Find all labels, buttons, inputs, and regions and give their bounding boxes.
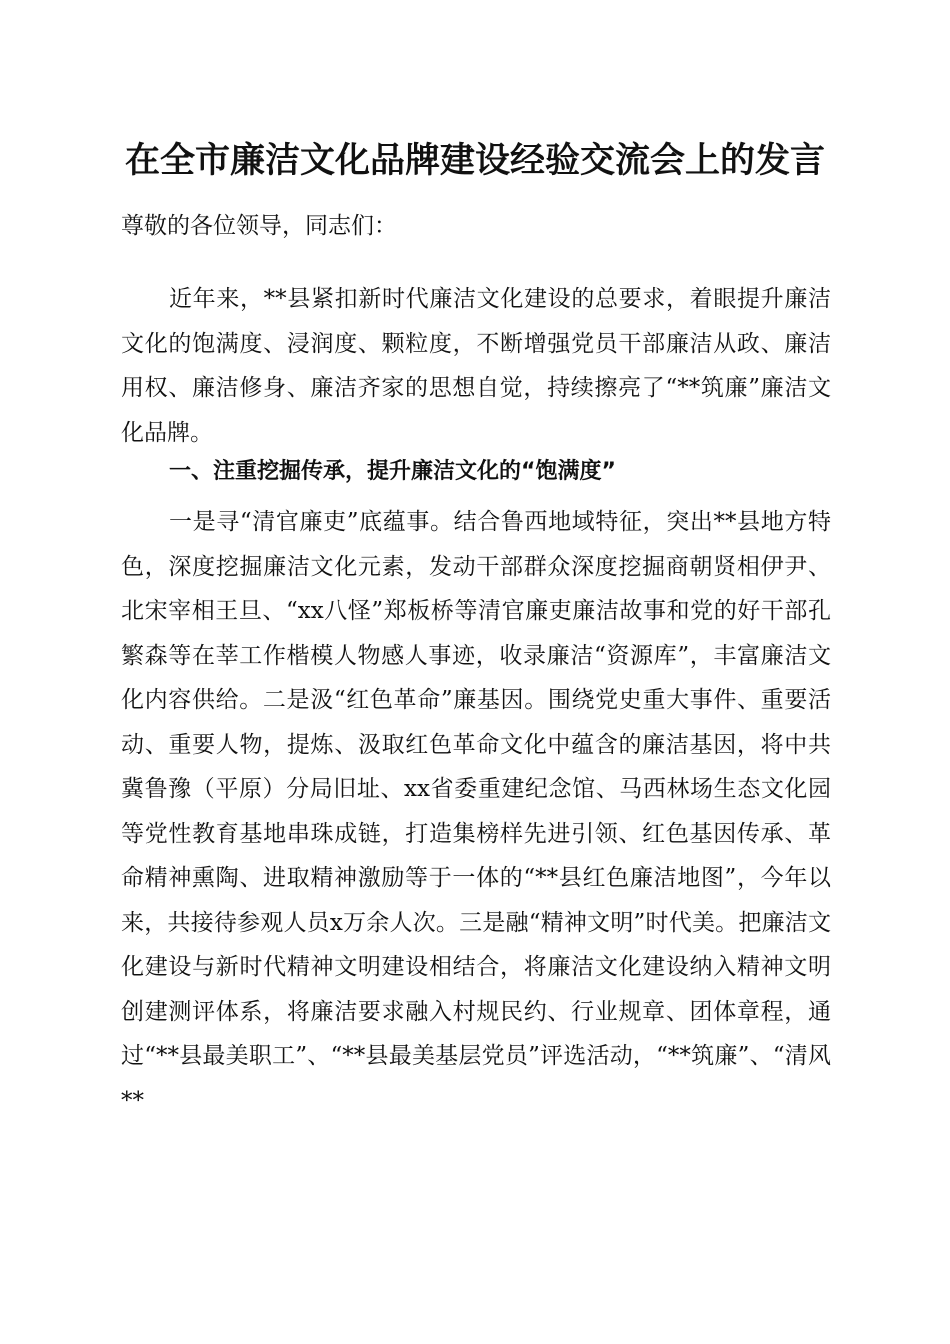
section-paragraph: 一是寻“清官廉吏”底蕴事。结合鲁西地域特征，突出**县地方特色，深度挖掘廉洁文化元素，发动干部群众深度挖掘商朝贤相伊尹、北宋宰相王旦、“xx八怪”郑板桥等清官廉吏廉洁故事和党的好干部孔繁森等在莘工作楷模人物感人事迹，收录廉洁“资源库”，丰富廉洁文化内容供给。二是汲“红色革命”廉基因。围绕党史重大事件、重要活动、重要人物，提炼、汲取红色革命文化中蕴含的廉洁基因，将中共冀鲁豫（平原）分局旧址、xx省委重建纪念馆、马西林场生态文化园等党性教育基地串珠成链，打造集榜样先进引领、红色基因传承、革命精神熏陶、进取精神激励等于一体的“**县红色廉洁地图”，今年以来，共接待参观人员x万余人次。三是融“精神文明”时代美。把廉洁文化建设与新时代精神文明建设相结合，将廉洁文化建设纳入精神文明创建测评体系，将廉洁要求融入村规民约、行业规章、团体章程，通过“**县最美职工”、“**县最美基层党员”评选活动，“**筑廉”、“清风** bbox=[121, 509, 831, 1114]
section-heading: 一、注重挖掘传承，提升廉洁文化的“饱满度” bbox=[169, 459, 616, 484]
intro-paragraph: 近年来，**县紧扣新时代廉洁文化建设的总要求，着眼提升廉洁文化的饱满度、浸润度、颗粒度，不断增强党员干部廉洁从政、廉洁用权、廉洁修身、廉洁齐家的思想自觉，持续擦亮了“**筑廉”廉洁文化品牌。 bbox=[121, 286, 831, 446]
document-title: 在全市廉洁文化品牌建设经验交流会上的发言 bbox=[124, 140, 825, 181]
salutation: 尊敬的各位领导，同志们： bbox=[121, 213, 397, 239]
